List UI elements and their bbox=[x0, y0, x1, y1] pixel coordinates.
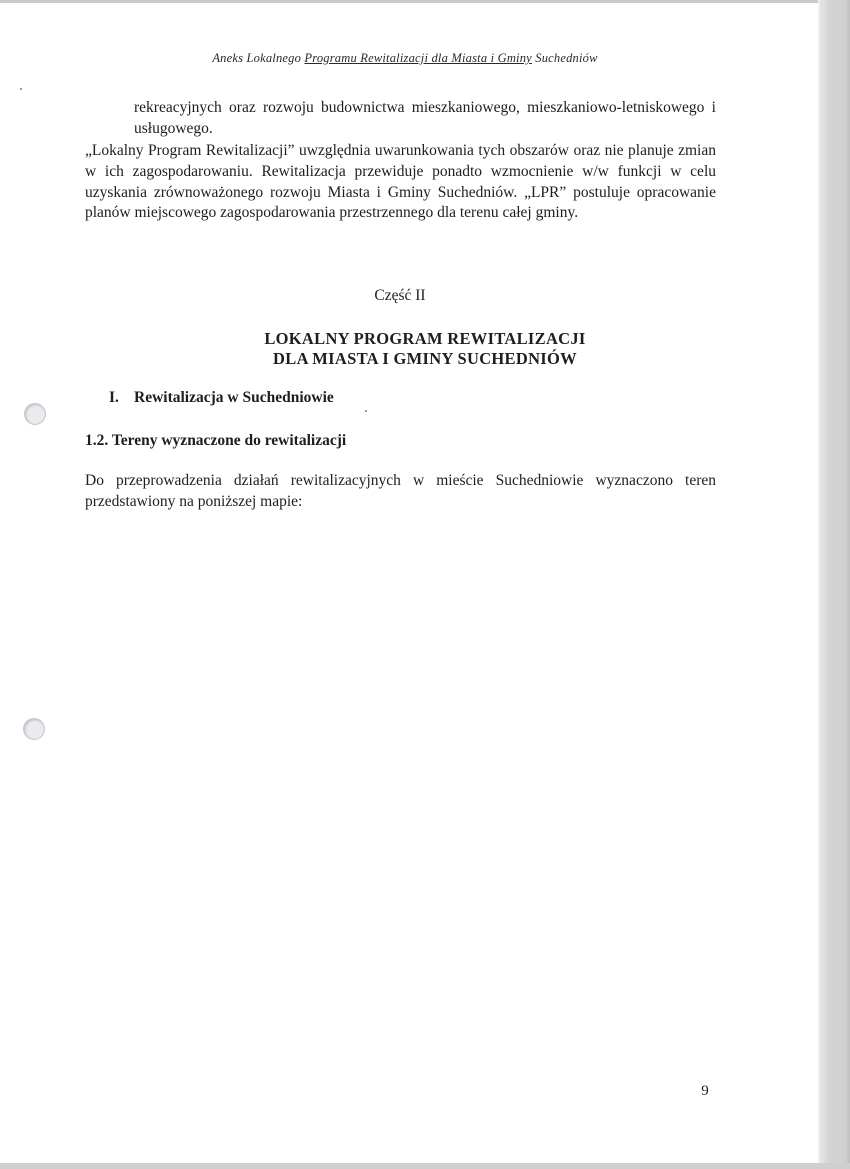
section-title: Rewitalizacja w Suchedniowie bbox=[134, 389, 334, 406]
punch-hole-lower bbox=[23, 718, 45, 740]
running-header-part-c: Suchedniów bbox=[531, 51, 598, 65]
scan-edge-top bbox=[0, 0, 850, 3]
body-paragraph-1: rekreacyjnych oraz rozwoju budownictwa mieszkaniowego, mieszkaniowo-letniskowego i usługowego. bbox=[134, 99, 716, 137]
main-title bbox=[150, 329, 700, 369]
scan-edge-right bbox=[822, 0, 850, 1169]
part-label: Część II bbox=[374, 287, 426, 304]
running-header-part-a: Aneks Lokalnego bbox=[212, 51, 305, 65]
subsection-paragraph: Do przeprowadzenia działań rewitalizacyjnych w mieście Suchedniowie wyznaczono teren przedstawiony na poniższej mapie: bbox=[85, 472, 716, 510]
scan-speck bbox=[20, 88, 22, 90]
running-header bbox=[150, 51, 660, 66]
section-heading bbox=[109, 389, 334, 407]
page-number: 9 bbox=[701, 1083, 709, 1099]
main-title-line-1: LOKALNY PROGRAM REWITALIZACJI bbox=[264, 329, 586, 348]
scan-speck bbox=[365, 410, 367, 412]
main-title-line-2: DLA MIASTA I GMINY SUCHEDNIÓW bbox=[273, 349, 577, 368]
subsection-heading: 1.2. Tereny wyznaczone do rewitalizacji bbox=[85, 432, 347, 449]
section-number: I. bbox=[109, 389, 119, 406]
running-header-part-b: Programu Rewitalizacji dla Miasta i Gminy bbox=[304, 51, 532, 65]
body-paragraph-2: „Lokalny Program Rewitalizacji” uwzględnia uwarunkowania tych obszarów oraz nie planuje zmian w ich zagospodarowaniu. Rewitalizacja przewiduje ponadto wzmocnienie w/w funkcji w celu uzyskania zrównoważonego rozwoju Miasta i Gminy Suchedniów. „LPR” postuluje opracowanie planów miejscowego zagospodarowania przestrzennego dla terenu całej gminy. bbox=[85, 142, 716, 222]
punch-hole-upper bbox=[24, 403, 46, 425]
scan-edge-bottom bbox=[0, 1163, 850, 1169]
